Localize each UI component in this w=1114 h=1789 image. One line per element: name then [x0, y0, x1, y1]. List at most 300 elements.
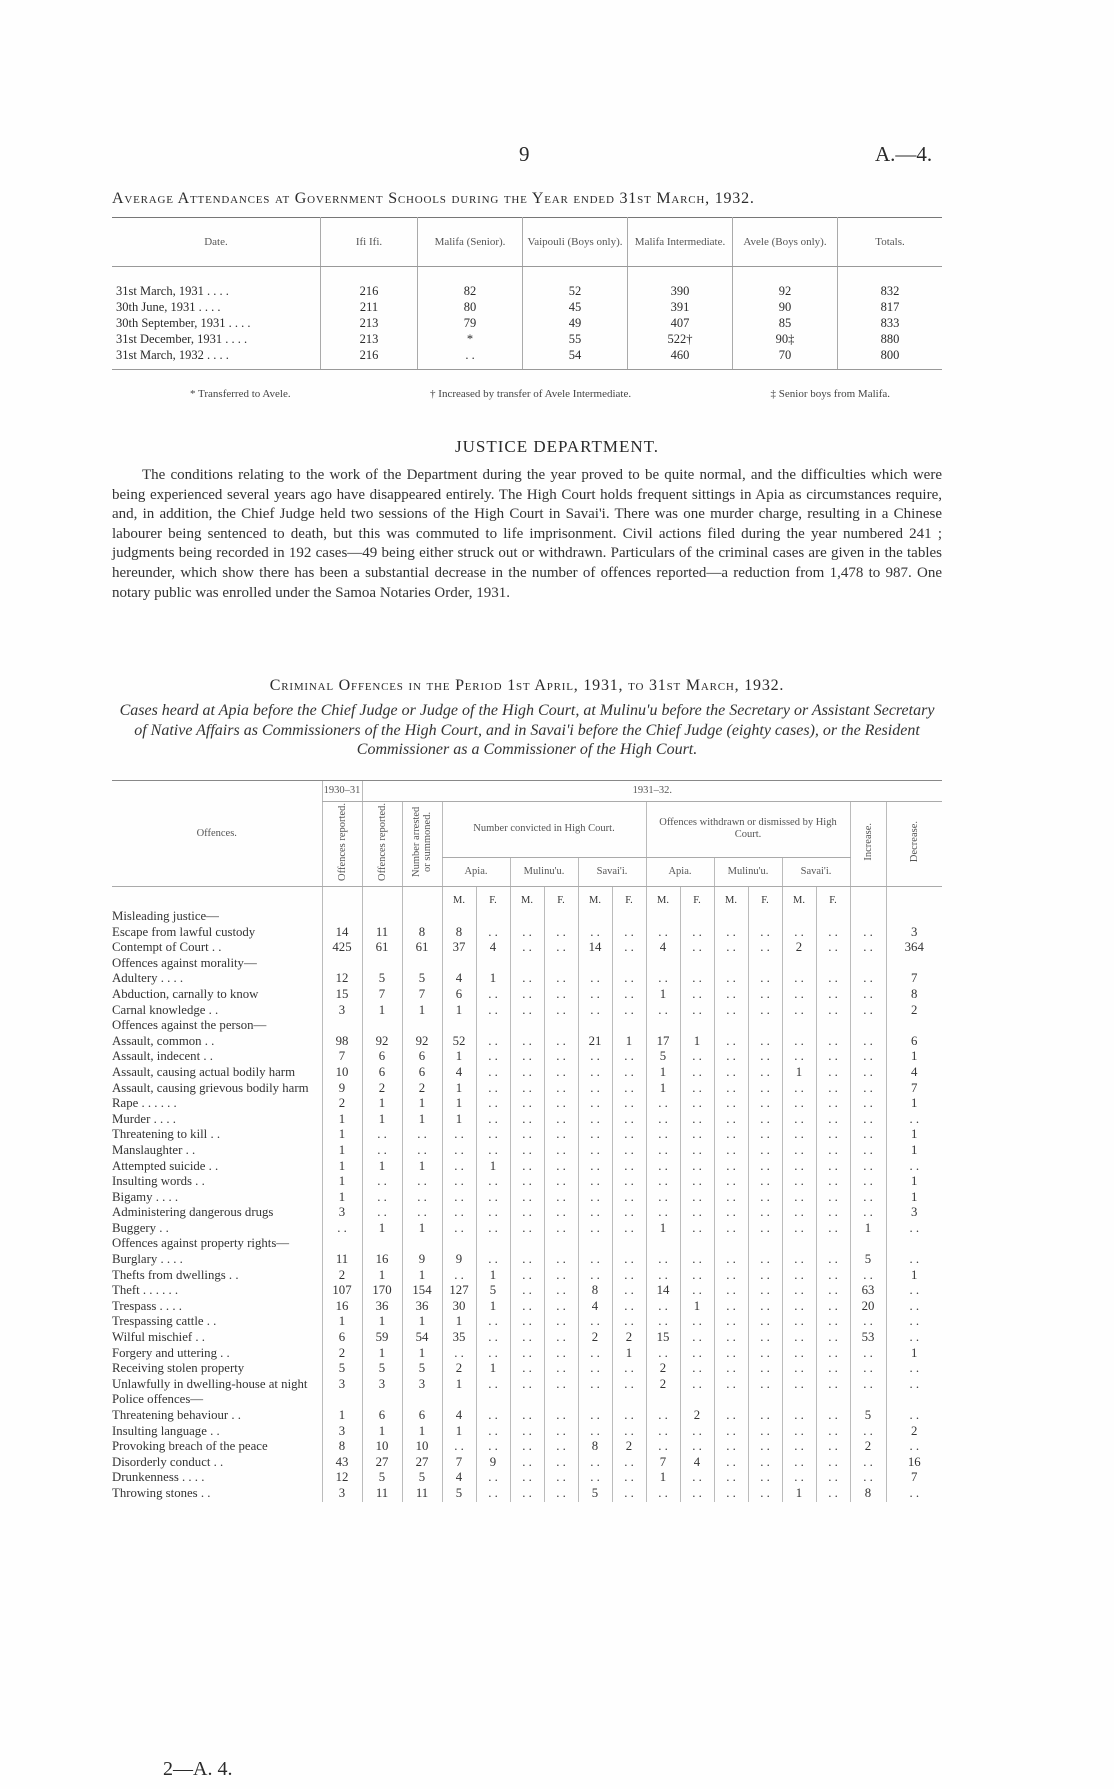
- criminal-value-cell: . .: [850, 1361, 886, 1377]
- criminal-value-cell: . .: [748, 1470, 782, 1486]
- criminal-value-cell: . .: [748, 1065, 782, 1081]
- criminal-value-cell: [442, 1392, 476, 1408]
- criminal-value-cell: . .: [362, 1190, 402, 1206]
- criminal-value-cell: . .: [646, 1143, 680, 1159]
- criminal-value-cell: [510, 1018, 544, 1034]
- criminal-offence-row: [112, 1034, 942, 1050]
- criminal-value-cell: 36: [362, 1299, 402, 1315]
- criminal-offence-label: Throwing stones . .: [112, 1485, 211, 1500]
- criminal-value-cell: . .: [544, 1408, 578, 1424]
- criminal-value-cell: . .: [782, 1159, 816, 1175]
- criminal-offence-label: Bigamy . . . .: [112, 1189, 179, 1204]
- criminal-value-cell: 1: [322, 1143, 362, 1159]
- criminal-value-cell: . .: [748, 1205, 782, 1221]
- criminal-value-cell: 11: [402, 1486, 442, 1502]
- criminal-value-cell: . .: [578, 1408, 612, 1424]
- criminal-value-cell: . .: [850, 1081, 886, 1097]
- criminal-value-cell: . .: [646, 1112, 680, 1128]
- criminal-value-cell: . .: [510, 1377, 544, 1393]
- criminal-value-cell: . .: [612, 1283, 646, 1299]
- criminal-value-cell: 1: [362, 1314, 402, 1330]
- criminal-offence-row: [112, 1221, 942, 1237]
- criminal-sex-label: M.: [442, 887, 476, 910]
- criminal-value-cell: [442, 1018, 476, 1034]
- criminal-value-cell: . .: [680, 1143, 714, 1159]
- criminal-value-cell: . .: [612, 971, 646, 987]
- criminal-value-cell: . .: [680, 1221, 714, 1237]
- criminal-value-cell: . .: [442, 1221, 476, 1237]
- criminal-value-cell: . .: [544, 1190, 578, 1206]
- criminal-value-cell: . .: [510, 1143, 544, 1159]
- criminal-offence-label: Buggery . .: [112, 1220, 169, 1235]
- criminal-offence-label: Adultery . . . .: [112, 971, 184, 986]
- criminal-value-cell: [612, 956, 646, 972]
- criminal-value-cell: [850, 909, 886, 925]
- criminal-value-cell: [680, 1392, 714, 1408]
- criminal-value-cell: . .: [612, 1252, 646, 1268]
- criminal-value-cell: [782, 956, 816, 972]
- criminal-value-cell: [362, 1392, 402, 1408]
- criminal-value-cell: . .: [714, 1205, 748, 1221]
- criminal-value-cell: 37: [442, 940, 476, 956]
- criminal-value-cell: . .: [714, 1143, 748, 1159]
- attendance-value-cell: 82: [418, 267, 523, 300]
- criminal-value-cell: . .: [544, 1143, 578, 1159]
- attendance-value-cell: 45: [523, 299, 628, 315]
- criminal-value-cell: . .: [612, 1205, 646, 1221]
- criminal-col-apia-withdrawn: Apia.: [646, 857, 714, 886]
- criminal-value-cell: [680, 909, 714, 925]
- criminal-value-cell: . .: [646, 1424, 680, 1440]
- criminal-value-cell: . .: [612, 1455, 646, 1471]
- criminal-value-cell: [714, 1236, 748, 1252]
- criminal-value-cell: 5: [476, 1283, 510, 1299]
- criminal-value-cell: 3: [322, 1486, 362, 1502]
- criminal-value-cell: . .: [748, 1096, 782, 1112]
- criminal-value-cell: . .: [680, 1486, 714, 1502]
- criminal-value-cell: 2: [680, 1408, 714, 1424]
- criminal-value-cell: . .: [646, 1299, 680, 1315]
- criminal-value-cell: 2: [322, 1346, 362, 1362]
- criminal-value-cell: . .: [578, 1065, 612, 1081]
- criminal-sex-label: F.: [544, 887, 578, 910]
- criminal-value-cell: [322, 1392, 362, 1408]
- criminal-value-cell: . .: [714, 1174, 748, 1190]
- criminal-value-cell: [714, 956, 748, 972]
- criminal-value-cell: 1: [442, 1003, 476, 1019]
- criminal-value-cell: . .: [748, 1283, 782, 1299]
- criminal-value-cell: . .: [578, 1049, 612, 1065]
- criminal-value-cell: . .: [442, 1127, 476, 1143]
- criminal-value-cell: . .: [850, 1190, 886, 1206]
- criminal-value-cell: . .: [816, 987, 850, 1003]
- criminal-value-cell: . .: [816, 1205, 850, 1221]
- criminal-value-cell: [544, 1018, 578, 1034]
- criminal-offence-row: [112, 1377, 942, 1393]
- criminal-category-row: [112, 1018, 942, 1034]
- criminal-offence-label: Thefts from dwellings . .: [112, 1267, 239, 1282]
- criminal-value-cell: 170: [362, 1283, 402, 1299]
- criminal-value-cell: . .: [714, 1314, 748, 1330]
- criminal-value-cell: 107: [322, 1283, 362, 1299]
- criminal-value-cell: . .: [578, 1221, 612, 1237]
- criminal-value-cell: . .: [782, 925, 816, 941]
- criminal-value-cell: 1: [322, 1112, 362, 1128]
- criminal-value-cell: . .: [442, 1439, 476, 1455]
- criminal-offence-row: [112, 1252, 942, 1268]
- attendance-value-cell: 407: [628, 315, 733, 331]
- criminal-value-cell: . .: [612, 987, 646, 1003]
- criminal-value-cell: 3: [322, 1377, 362, 1393]
- criminal-value-cell: . .: [510, 1003, 544, 1019]
- criminal-offence-row: [112, 1065, 942, 1081]
- criminal-value-cell: . .: [816, 925, 850, 941]
- criminal-value-cell: . .: [476, 1174, 510, 1190]
- criminal-value-cell: [748, 1236, 782, 1252]
- attendance-row: [112, 347, 942, 370]
- criminal-value-cell: . .: [612, 1143, 646, 1159]
- criminal-value-cell: 4: [886, 1065, 942, 1081]
- criminal-value-cell: 7: [442, 1455, 476, 1471]
- criminal-value-cell: 6: [402, 1408, 442, 1424]
- criminal-value-cell: . .: [680, 1346, 714, 1362]
- criminal-value-cell: . .: [816, 1112, 850, 1128]
- criminal-value-cell: 5: [402, 1470, 442, 1486]
- criminal-value-cell: 5: [402, 971, 442, 987]
- criminal-value-cell: . .: [850, 1127, 886, 1143]
- attendance-value-cell: 460: [628, 347, 733, 370]
- criminal-value-cell: . .: [612, 1361, 646, 1377]
- criminal-value-cell: 1: [362, 1096, 402, 1112]
- criminal-value-cell: . .: [850, 1314, 886, 1330]
- criminal-value-cell: . .: [748, 1361, 782, 1377]
- criminal-col-offences: Offences.: [112, 781, 322, 887]
- criminal-offence-row: [112, 1112, 942, 1128]
- criminal-value-cell: . .: [578, 1190, 612, 1206]
- criminal-value-cell: . .: [612, 1470, 646, 1486]
- criminal-value-cell: 15: [322, 987, 362, 1003]
- criminal-value-cell: . .: [646, 925, 680, 941]
- criminal-value-cell: 6: [402, 1065, 442, 1081]
- criminal-value-cell: 1: [886, 1049, 942, 1065]
- criminal-value-cell: 1: [442, 1112, 476, 1128]
- criminal-value-cell: [714, 1018, 748, 1034]
- criminal-value-cell: 35: [442, 1330, 476, 1346]
- attendance-value-cell: 832: [838, 267, 943, 300]
- criminal-value-cell: . .: [612, 1221, 646, 1237]
- criminal-value-cell: . .: [646, 1174, 680, 1190]
- criminal-value-cell: . .: [782, 1439, 816, 1455]
- criminal-value-cell: . .: [680, 1049, 714, 1065]
- criminal-value-cell: [886, 1236, 942, 1252]
- criminal-value-cell: [402, 1236, 442, 1252]
- criminal-value-cell: . .: [748, 1330, 782, 1346]
- criminal-value-cell: 1: [362, 1268, 402, 1284]
- criminal-value-cell: 1: [402, 1346, 442, 1362]
- criminal-col-arrested: Number arrested or summoned.: [402, 802, 442, 887]
- criminal-value-cell: . .: [544, 1221, 578, 1237]
- criminal-value-cell: . .: [476, 925, 510, 941]
- criminal-value-cell: . .: [850, 1424, 886, 1440]
- criminal-value-cell: . .: [476, 1127, 510, 1143]
- criminal-value-cell: . .: [714, 1159, 748, 1175]
- criminal-value-cell: . .: [646, 1096, 680, 1112]
- criminal-value-cell: 2: [362, 1081, 402, 1097]
- criminal-offence-label: Assault, causing actual bodily harm: [112, 1064, 296, 1079]
- criminal-value-cell: 7: [886, 1081, 942, 1097]
- criminal-value-cell: . .: [476, 1377, 510, 1393]
- criminal-value-cell: . .: [714, 1096, 748, 1112]
- criminal-offence-row: [112, 1081, 942, 1097]
- criminal-value-cell: . .: [714, 1408, 748, 1424]
- criminal-value-cell: . .: [782, 971, 816, 987]
- criminal-value-cell: . .: [714, 1252, 748, 1268]
- criminal-value-cell: . .: [748, 1003, 782, 1019]
- criminal-value-cell: 5: [646, 1049, 680, 1065]
- criminal-value-cell: [578, 1018, 612, 1034]
- criminal-value-cell: 9: [402, 1252, 442, 1268]
- criminal-value-cell: 1: [442, 1377, 476, 1393]
- criminal-offence-label: Escape from lawful custody: [112, 924, 256, 939]
- criminal-value-cell: . .: [850, 1205, 886, 1221]
- criminal-value-cell: . .: [680, 1314, 714, 1330]
- criminal-value-cell: . .: [544, 1377, 578, 1393]
- criminal-value-cell: . .: [646, 1268, 680, 1284]
- criminal-value-cell: 5: [362, 1470, 402, 1486]
- criminal-value-cell: . .: [748, 1439, 782, 1455]
- criminal-value-cell: 53: [850, 1330, 886, 1346]
- criminal-value-cell: 1: [476, 1159, 510, 1175]
- criminal-value-cell: . .: [544, 1112, 578, 1128]
- criminal-value-cell: . .: [850, 1470, 886, 1486]
- criminal-value-cell: . .: [748, 1408, 782, 1424]
- criminal-value-cell: . .: [510, 1065, 544, 1081]
- criminal-value-cell: . .: [782, 1268, 816, 1284]
- criminal-value-cell: . .: [510, 1221, 544, 1237]
- criminal-sex-label: F.: [816, 887, 850, 910]
- criminal-value-cell: . .: [714, 1065, 748, 1081]
- criminal-value-cell: [362, 1018, 402, 1034]
- criminal-value-cell: 1: [476, 1299, 510, 1315]
- criminal-value-cell: 3: [886, 925, 942, 941]
- criminal-value-cell: 1: [442, 1049, 476, 1065]
- criminal-value-cell: . .: [510, 925, 544, 941]
- criminal-value-cell: . .: [322, 1221, 362, 1237]
- criminal-value-cell: . .: [544, 1283, 578, 1299]
- criminal-value-cell: [510, 1392, 544, 1408]
- criminal-value-cell: . .: [510, 1361, 544, 1377]
- criminal-value-cell: 2: [578, 1330, 612, 1346]
- criminal-value-cell: . .: [544, 1346, 578, 1362]
- criminal-value-cell: . .: [578, 1143, 612, 1159]
- attendance-row: [112, 315, 942, 331]
- criminal-value-cell: . .: [544, 1314, 578, 1330]
- criminal-value-cell: [680, 1236, 714, 1252]
- criminal-value-cell: 1: [322, 1408, 362, 1424]
- criminal-offence-row: [112, 1205, 942, 1221]
- criminal-value-cell: . .: [748, 1174, 782, 1190]
- criminal-value-cell: [782, 1018, 816, 1034]
- criminal-value-cell: . .: [714, 1455, 748, 1471]
- criminal-table-title: Criminal Offences in the Period 1st April, 1931, to 31st March, 1932.: [269, 677, 785, 694]
- criminal-value-cell: . .: [816, 1268, 850, 1284]
- criminal-sex-label-spacer: [112, 887, 322, 910]
- criminal-offence-label: Forgery and uttering . .: [112, 1345, 230, 1360]
- criminal-value-cell: . .: [612, 1159, 646, 1175]
- criminal-value-cell: 4: [646, 940, 680, 956]
- criminal-value-cell: [782, 909, 816, 925]
- criminal-value-cell: [362, 909, 402, 925]
- criminal-offence-label: Assault, causing grievous bodily harm: [112, 1080, 309, 1095]
- criminal-value-cell: . .: [612, 1190, 646, 1206]
- attendance-value-cell: 522†: [628, 331, 733, 347]
- criminal-offence-row: [112, 1159, 942, 1175]
- criminal-value-cell: . .: [748, 1314, 782, 1330]
- criminal-value-cell: 364: [886, 940, 942, 956]
- criminal-value-cell: 7: [322, 1049, 362, 1065]
- criminal-value-cell: . .: [850, 1159, 886, 1175]
- criminal-value-cell: . .: [476, 1439, 510, 1455]
- criminal-offence-label: Threatening behaviour . .: [112, 1408, 241, 1422]
- criminal-value-cell: 5: [322, 1361, 362, 1377]
- criminal-value-cell: . .: [680, 1330, 714, 1346]
- criminal-value-cell: . .: [714, 1470, 748, 1486]
- criminal-value-cell: . .: [476, 1205, 510, 1221]
- criminal-value-cell: . .: [816, 1330, 850, 1346]
- criminal-value-cell: [402, 1392, 442, 1408]
- criminal-offence-row: [112, 1299, 942, 1315]
- criminal-value-cell: 1: [402, 1003, 442, 1019]
- criminal-sex-label: [850, 887, 886, 910]
- criminal-value-cell: 5: [362, 1361, 402, 1377]
- criminal-value-cell: . .: [782, 1377, 816, 1393]
- criminal-offence-row: [112, 1174, 942, 1190]
- criminal-value-cell: 12: [322, 971, 362, 987]
- criminal-value-cell: . .: [510, 1159, 544, 1175]
- criminal-value-cell: . .: [578, 1377, 612, 1393]
- criminal-value-cell: . .: [886, 1361, 942, 1377]
- criminal-value-cell: . .: [748, 1299, 782, 1315]
- criminal-value-cell: . .: [578, 971, 612, 987]
- criminal-value-cell: [476, 1392, 510, 1408]
- criminal-value-cell: 3: [362, 1377, 402, 1393]
- criminal-offence-row: [112, 940, 942, 956]
- criminal-col-reported-1931: Offences reported.: [362, 802, 402, 887]
- criminal-value-cell: . .: [442, 1205, 476, 1221]
- attendance-row: [112, 331, 942, 347]
- criminal-value-cell: 425: [322, 940, 362, 956]
- criminal-value-cell: . .: [680, 1283, 714, 1299]
- criminal-value-cell: . .: [782, 1455, 816, 1471]
- criminal-value-cell: . .: [886, 1486, 942, 1502]
- criminal-value-cell: . .: [510, 1299, 544, 1315]
- criminal-value-cell: 1: [402, 1096, 442, 1112]
- criminal-value-cell: 59: [362, 1330, 402, 1346]
- criminal-value-cell: . .: [476, 1486, 510, 1502]
- criminal-value-cell: 1: [402, 1314, 442, 1330]
- attendance-date-cell: 30th June, 1931 . . . .: [116, 300, 221, 314]
- criminal-value-cell: . .: [748, 1221, 782, 1237]
- criminal-value-cell: . .: [680, 1190, 714, 1206]
- criminal-value-cell: . .: [816, 1346, 850, 1362]
- criminal-value-cell: . .: [680, 1003, 714, 1019]
- criminal-value-cell: . .: [510, 1330, 544, 1346]
- criminal-value-cell: . .: [816, 1049, 850, 1065]
- criminal-value-cell: . .: [510, 1174, 544, 1190]
- attendance-value-cell: *: [418, 331, 523, 347]
- criminal-value-cell: 2: [782, 940, 816, 956]
- criminal-sex-label: M.: [510, 887, 544, 910]
- criminal-value-cell: . .: [612, 1065, 646, 1081]
- criminal-offence-row: [112, 1439, 942, 1455]
- criminal-value-cell: . .: [476, 1314, 510, 1330]
- criminal-offence-row: [112, 1361, 942, 1377]
- criminal-offence-label: Rape . . . . . .: [112, 1096, 177, 1111]
- criminal-value-cell: [544, 956, 578, 972]
- criminal-value-cell: . .: [816, 1190, 850, 1206]
- criminal-value-cell: . .: [544, 1252, 578, 1268]
- criminal-value-cell: . .: [646, 1205, 680, 1221]
- criminal-value-cell: 52: [442, 1034, 476, 1050]
- criminal-value-cell: . .: [886, 1112, 942, 1128]
- criminal-value-cell: 1: [442, 1424, 476, 1440]
- criminal-value-cell: [886, 956, 942, 972]
- criminal-value-cell: . .: [816, 1455, 850, 1471]
- criminal-value-cell: 1: [886, 1096, 942, 1112]
- criminal-value-cell: . .: [680, 1065, 714, 1081]
- criminal-value-cell: 127: [442, 1283, 476, 1299]
- criminal-value-cell: . .: [680, 987, 714, 1003]
- criminal-offence-label: Provoking breach of the peace: [112, 1439, 268, 1454]
- criminal-value-cell: . .: [510, 1205, 544, 1221]
- criminal-value-cell: . .: [782, 1127, 816, 1143]
- criminal-col-savaii-withdrawn: Savai'i.: [782, 857, 850, 886]
- criminal-value-cell: . .: [510, 1096, 544, 1112]
- criminal-value-cell: . .: [782, 1361, 816, 1377]
- criminal-col-decrease: Decrease.: [886, 802, 942, 887]
- criminal-value-cell: . .: [646, 1346, 680, 1362]
- criminal-value-cell: . .: [816, 1065, 850, 1081]
- criminal-value-cell: . .: [510, 1081, 544, 1097]
- attendance-col-date: Date.: [112, 218, 321, 267]
- criminal-value-cell: 1: [646, 987, 680, 1003]
- criminal-value-cell: . .: [544, 1174, 578, 1190]
- criminal-value-cell: . .: [782, 1299, 816, 1315]
- criminal-value-cell: 10: [362, 1439, 402, 1455]
- criminal-value-cell: . .: [782, 1470, 816, 1486]
- attendance-value-cell: 390: [628, 267, 733, 300]
- criminal-value-cell: [578, 1236, 612, 1252]
- criminal-value-cell: . .: [362, 1205, 402, 1221]
- criminal-value-cell: . .: [850, 1065, 886, 1081]
- criminal-value-cell: . .: [646, 1003, 680, 1019]
- criminal-offence-row: [112, 1096, 942, 1112]
- attendance-value-cell: 213: [321, 315, 418, 331]
- criminal-value-cell: . .: [714, 1190, 748, 1206]
- criminal-value-cell: . .: [816, 1252, 850, 1268]
- criminal-value-cell: [850, 1236, 886, 1252]
- criminal-offence-label: Wilful mischief . .: [112, 1330, 205, 1345]
- criminal-value-cell: 1: [476, 1361, 510, 1377]
- criminal-value-cell: . .: [680, 1112, 714, 1128]
- criminal-value-cell: . .: [816, 1034, 850, 1050]
- criminal-value-cell: . .: [476, 1049, 510, 1065]
- criminal-value-cell: . .: [544, 1424, 578, 1440]
- page-reference: A.—4.: [875, 142, 933, 166]
- criminal-value-cell: [402, 956, 442, 972]
- criminal-value-cell: . .: [714, 1003, 748, 1019]
- criminal-value-cell: [816, 956, 850, 972]
